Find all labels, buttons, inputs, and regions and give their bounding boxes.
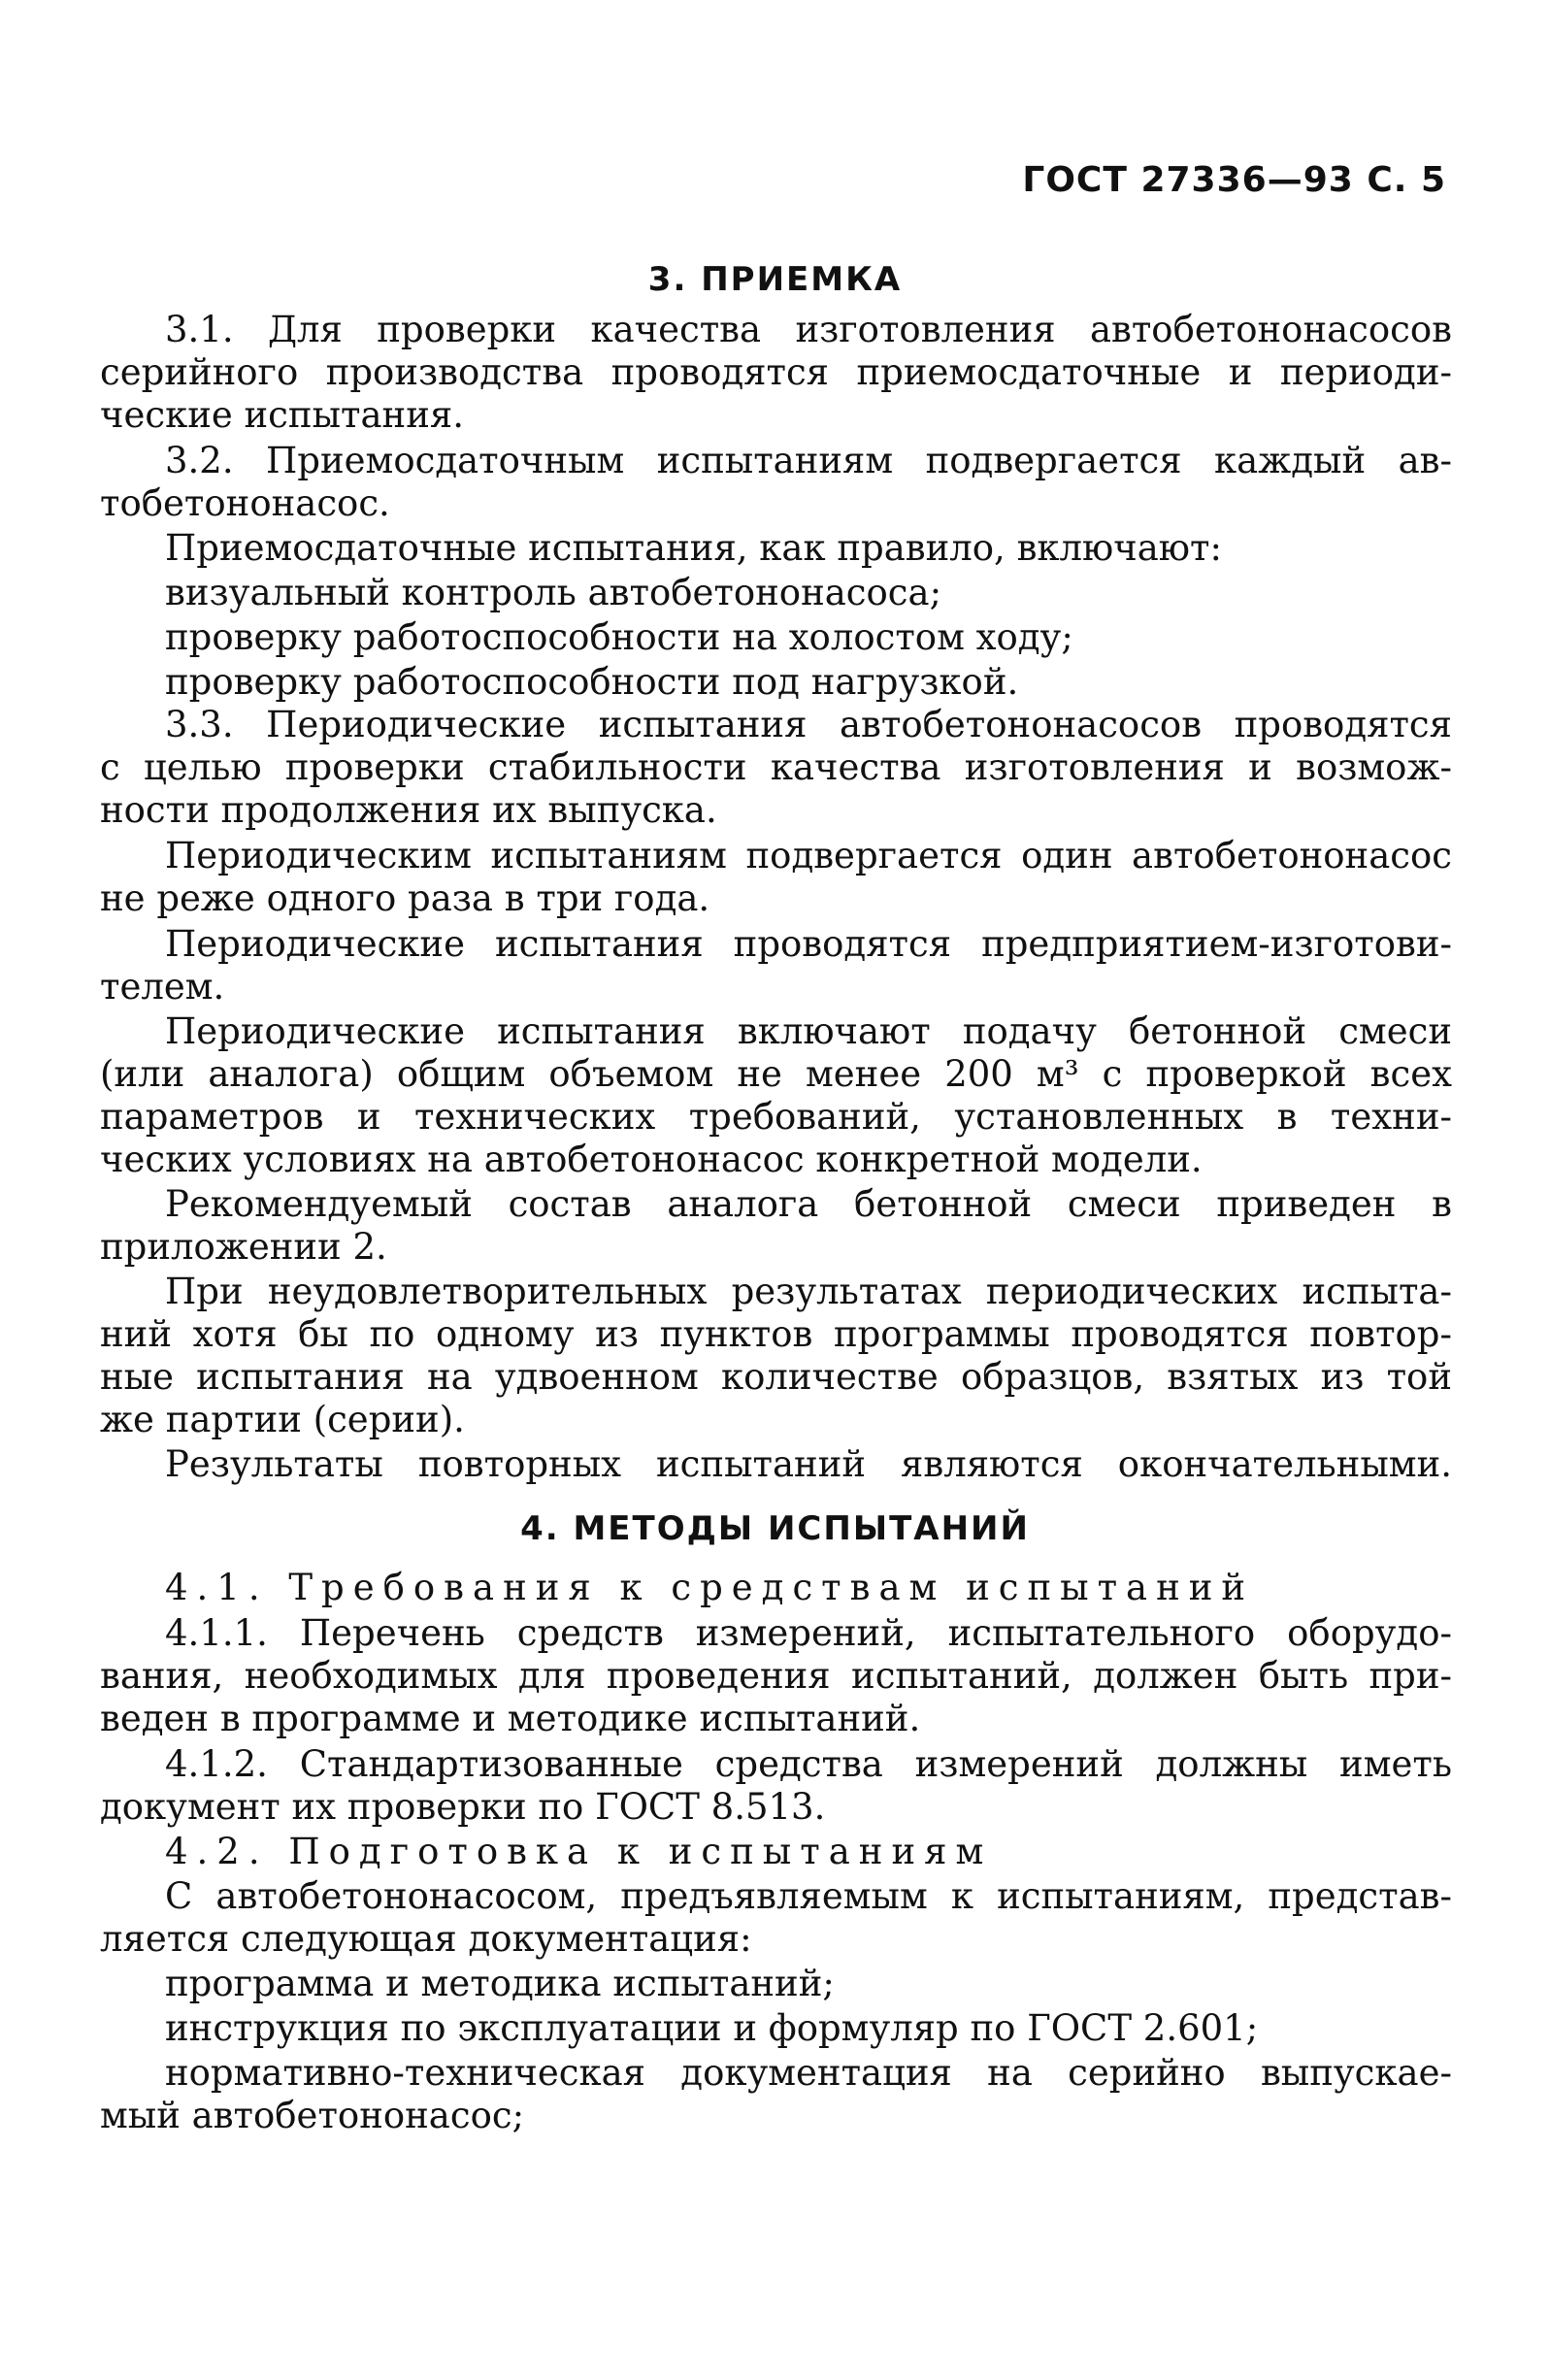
subsection-title: 4.1. Требования к средствам испытаний [165, 1567, 1255, 1608]
paragraph-line: документ их проверки по ГОСТ 8.513. [100, 1786, 826, 1828]
paragraph-line: же партии (серии). [100, 1399, 465, 1440]
list-item: инструкция по эксплуатации и формуляр по ГОСТ 2.601; [165, 2007, 1259, 2049]
paragraph-line: тобетононасос. [100, 482, 390, 524]
paragraph-line: 3.2. Приемосдаточным испытаниям подвергается каждый ав- [165, 440, 1452, 481]
list-item: проверку работоспособности под нагрузкой. [165, 661, 1019, 703]
paragraph-line: вания, необходимых для проведения испытаний, должен быть при- [100, 1655, 1452, 1697]
list-item: мый автобетононасос; [100, 2095, 525, 2136]
paragraph-line: приложении 2. [100, 1226, 387, 1268]
paragraph-line: (или аналога) общим объемом не менее 200 м³ с проверкой всех [100, 1053, 1452, 1095]
paragraph-line: Рекомендуемый состав аналога бетонной смеси приведен в [165, 1183, 1452, 1225]
paragraph-line: При неудовлетворительных результатах периодических испыта- [165, 1271, 1452, 1312]
paragraph-line: Результаты повторных испытаний являются окончательными. [165, 1443, 1452, 1485]
paragraph-line: 3.1. Для проверки качества изготовления автобетононасосов [165, 309, 1452, 350]
paragraph-line: Периодическим испытаниям подвергается один автобетононасос [165, 835, 1452, 876]
paragraph-line: 3.3. Периодические испытания автобетононасосов проводятся [165, 704, 1452, 745]
paragraph-line: ности продолжения их выпуска. [100, 789, 717, 831]
section-4-heading: 4. МЕТОДЫ ИСПЫТАНИЙ [520, 1509, 1030, 1548]
paragraph-line: Периодические испытания проводятся предприятием-изготови- [165, 923, 1452, 965]
paragraph-line: ные испытания на удвоенном количестве образцов, взятых из той [100, 1356, 1452, 1398]
paragraph-line: ческие испытания. [100, 394, 464, 436]
list-item: программа и методика испытаний; [165, 1963, 835, 2004]
paragraph-line: ний хотя бы по одному из пунктов программы проводятся повтор- [100, 1313, 1452, 1355]
paragraph-line: не реже одного раза в три года. [100, 877, 710, 919]
paragraph-line: 4.1.1. Перечень средств измерений, испытательного оборудо- [165, 1612, 1452, 1654]
paragraph-line: Приемосдаточные испытания, как правило, включают: [165, 527, 1222, 569]
list-item: нормативно-техническая документация на серийно выпускае- [165, 2052, 1452, 2094]
paragraph-line: веден в программе и методике испытаний. [100, 1698, 921, 1739]
paragraph-line: телем. [100, 966, 225, 1008]
subsection-title: 4.2. Подготовка к испытаниям [165, 1831, 993, 1872]
paragraph-line: ляется следующая документация: [100, 1918, 752, 1960]
section-3-heading: 3. ПРИЕМКА [647, 260, 903, 299]
paragraph-line: 4.1.2. Стандартизованные средства измерений должны иметь [165, 1743, 1452, 1785]
list-item: проверку работоспособности на холостом ходу; [165, 616, 1073, 658]
page-header: ГОСТ 27336—93 С. 5 [1022, 160, 1446, 200]
paragraph-line: ческих условиях на автобетононасос конкретной модели. [100, 1139, 1203, 1180]
paragraph-line: с целью проверки стабильности качества изготовления и возмож- [100, 746, 1452, 788]
paragraph-line: Периодические испытания включают подачу бетонной смеси [165, 1010, 1452, 1052]
paragraph-line: параметров и технических требований, установленных в техни- [100, 1096, 1452, 1138]
paragraph-line: С автобетононасосом, предъявляемым к испытаниям, представ- [165, 1875, 1452, 1917]
list-item: визуальный контроль автобетононасоса; [165, 572, 942, 613]
paragraph-line: серийного производства проводятся приемосдаточные и периоди- [100, 351, 1452, 393]
